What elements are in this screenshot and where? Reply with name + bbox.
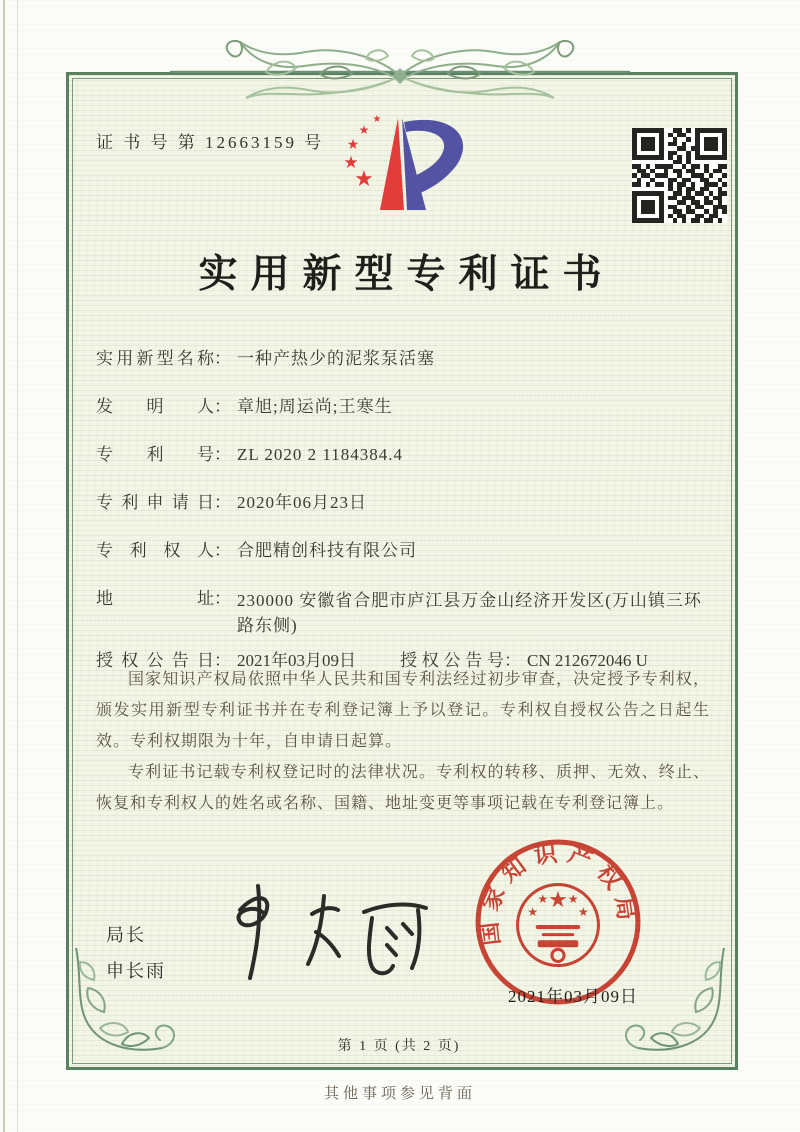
legal-paragraph-2: 专利证书记载专利权登记时的法律状况。专利权的转移、质押、无效、终止、恢复和专利权人的姓名或名称、国籍、地址变更等事项记载在专利登记簿上。 (96, 764, 710, 812)
field-address (96, 588, 712, 638)
field-label: 专利权人 (96, 541, 214, 560)
certificate-fields (96, 348, 712, 671)
field-label: 发明人 (96, 397, 214, 416)
field-colon: ： (214, 493, 231, 512)
field-value: 2020年06月23日 (237, 493, 367, 512)
seal-ring-text: 国家知识产权局 (476, 840, 641, 947)
field-utility-model-name (96, 348, 712, 369)
svg-text:★: ★ (358, 123, 370, 137)
field-value: 一种产热少的泥浆泵活塞 (237, 349, 435, 368)
field-colon: ： (214, 349, 231, 368)
svg-text:★: ★ (537, 891, 549, 906)
svg-text:★: ★ (354, 167, 374, 192)
field-value: 章旭;周运尚;王寒生 (237, 397, 393, 416)
field-label: 授权公告号 (400, 651, 504, 670)
grant-number-value: CN 212672046 U (527, 651, 648, 670)
field-label: 专利号 (96, 445, 214, 464)
field-patent-number (96, 444, 712, 465)
field-value: 230000 安徽省合肥市庐江县万金山经济开发区(万山镇三环路东侧) (237, 591, 702, 635)
field-value: ZL 2020 2 1184384.4 (237, 445, 404, 464)
commissioner-title: 局长 (106, 925, 146, 945)
field-colon: ： (214, 397, 231, 416)
field-label: 授权公告日 (96, 651, 214, 670)
qr-module (722, 218, 727, 223)
field-colon: ： (214, 541, 231, 560)
legal-paragraph-1: 国家知识产权局依照中华人民共和国专利法经过初步审查，决定授予专利权，颁发实用新型专利证书并在专利登记簿上予以登记。专利权自授权公告之日起生效。专利权期限为十年，自申请日起算。 (96, 671, 710, 750)
svg-text:★: ★ (577, 904, 589, 919)
qr-code (632, 128, 727, 223)
field-label: 地址 (96, 589, 214, 608)
field-label: 专利申请日 (96, 493, 214, 512)
commissioner-name: 申长雨 (106, 961, 166, 981)
seal-date: 2021年03月09日 (508, 987, 638, 1006)
field-filing-date (96, 492, 712, 513)
grant-date-value: 2021年03月09日 (237, 651, 356, 670)
national-emblem (518, 885, 599, 966)
field-colon: ： (214, 445, 231, 464)
field-colon: ： (504, 651, 521, 670)
svg-text:★: ★ (548, 886, 568, 913)
certificate-number: 证 书 号 第 12663159 号 (96, 133, 325, 152)
field-value: 合肥精创科技有限公司 (237, 541, 417, 560)
certificate-title: 实用新型专利证书 (198, 253, 615, 296)
booklet-spine-edge (3, 0, 18, 1132)
legal-paragraphs (96, 664, 710, 819)
svg-text:★: ★ (343, 153, 359, 173)
svg-text:★: ★ (346, 137, 360, 153)
svg-text:★: ★ (527, 904, 539, 919)
field-colon: ： (214, 589, 231, 608)
commissioner-signature (212, 878, 442, 988)
cnipa-logo (322, 104, 482, 228)
page-number: 第 1 页 (共 2 页) (337, 1039, 461, 1054)
field-label: 实用新型名称 (96, 349, 214, 368)
svg-text:★: ★ (372, 114, 382, 125)
field-colon: ： (214, 651, 231, 670)
back-side-note: 其他事项参见背面 (323, 1086, 476, 1102)
field-inventors (96, 396, 712, 417)
svg-text:★: ★ (567, 891, 579, 906)
field-patentee (96, 540, 712, 561)
